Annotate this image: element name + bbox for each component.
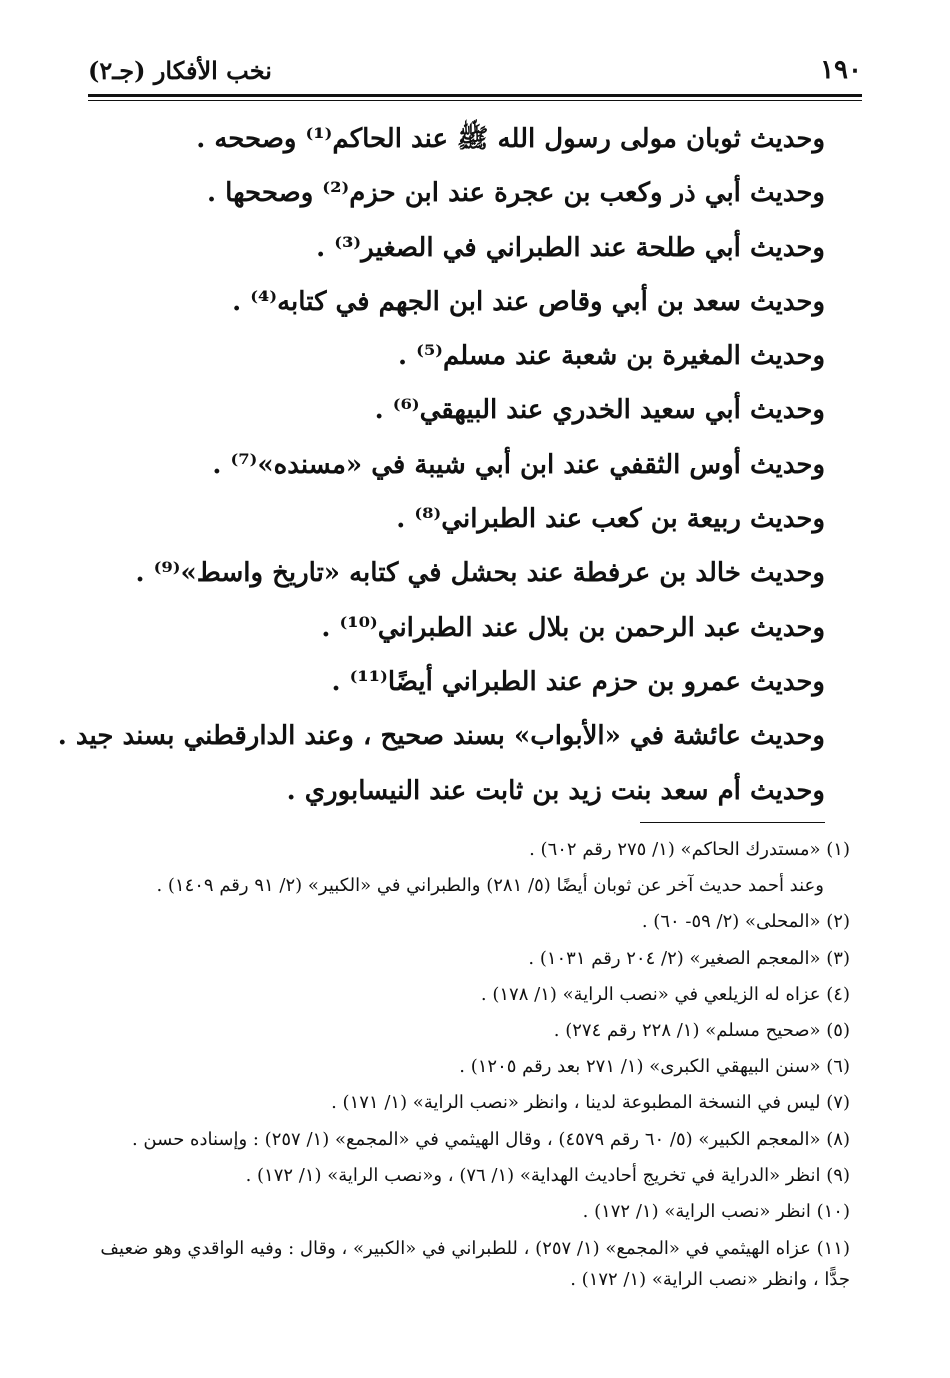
text-line: وحديث خالد بن عرفطة عند بحشل في كتابه «تاريخ واسط»⁽⁹⁾ .: [135, 558, 825, 589]
footnote: (٦) «سنن البيهقي الكبرى» (١/ ٢٧١ بعد رقم ١٢٠٥) .: [459, 1056, 850, 1078]
footnote-continuation: وعند أحمد حديث آخر عن ثوبان أيضًا (٥/ ٢٨١) والطبراني في «الكبير» (٢/ ٩١ رقم ١٤٠٩) .: [156, 875, 824, 897]
footnote: (٣) «المعجم الصغير» (٢/ ٢٠٤ رقم ١٠٣١) .: [528, 947, 850, 969]
footnote: (٧) ليس في النسخة المطبوعة لدينا ، وانظر «نصب الراية» (١/ ١٧١) .: [331, 1092, 850, 1114]
book-title: نخب الأفكار (جـ٢): [88, 55, 272, 85]
header-rule-thin: [88, 100, 862, 101]
text-line: وحديث عائشة في «الأبواب» بسند صحيح ، وعند الدارقطني بسند جيد .: [57, 721, 825, 752]
main-text: [57, 112, 825, 818]
page-number: ١٩٠: [820, 55, 862, 85]
text-line: وحديث ثوبان مولى رسول الله ﷺ عند الحاكم⁽¹⁾ وصححه .: [196, 124, 825, 154]
header-rule: [88, 94, 862, 97]
footnote: (٢) «المحلى» (٢/ ٥٩- ٦٠) .: [641, 911, 850, 933]
text-line: وحديث أوس الثقفي عند ابن أبي شيبة في «مسنده»⁽⁷⁾ .: [212, 449, 825, 480]
footnote: (١٠) انظر «نصب الراية» (١/ ١٧٢) .: [582, 1201, 850, 1223]
footnote: (٨) «المعجم الكبير» (٥/ ٦٠ رقم ٤٥٧٩) ، وقال الهيثمي في «المجمع» (١/ ٢٥٧) : وإسناده حسن .: [131, 1128, 850, 1150]
text-line: وحديث عبد الرحمن بن بلال عند الطبراني⁽¹⁰⁾ .: [321, 612, 825, 643]
text-line: وحديث أبي سعيد الخدري عند البيهقي⁽⁶⁾ .: [374, 395, 825, 426]
footnote: (٤) عزاه له الزيلعي في «نصب الراية» (١/ ١٧٨) .: [480, 983, 850, 1005]
text-line: وحديث عمرو بن حزم عند الطبراني أيضًا⁽¹¹⁾ .: [331, 666, 825, 697]
page-header: [88, 50, 862, 90]
footnote: (١) «مستدرك الحاكم» (١/ ٢٧٥ رقم ٦٠٢) .: [529, 839, 850, 860]
footnote: (٥) «صحيح مسلم» (١/ ٢٢٨ رقم ٢٧٤) .: [553, 1020, 850, 1042]
text-line: وحديث المغيرة بن شعبة عند مسلم⁽⁵⁾ .: [397, 341, 825, 372]
footnote: (١١) عزاه الهيثمي في «المجمع» (١/ ٢٥٧) ، للطبراني في «الكبير» ، وقال : وفيه الواقدي وهو ضعيف جدًّا ، وانظر «نصب الراية» (١/ ١٧٢) .: [100, 1238, 850, 1291]
text-line: وحديث أبي طلحة عند الطبراني في الصغير⁽³⁾ .: [316, 232, 825, 263]
footnote-separator: [640, 822, 825, 823]
text-line: وحديث سعد بن أبي وقاص عند ابن الجهم في كتابه⁽⁴⁾ .: [232, 286, 825, 317]
text-line: وحديث أبي ذر وكعب بن عجرة عند ابن حزم⁽²⁾ وصححها .: [207, 178, 825, 209]
footnote: (٩) انظر «الدراية في تخريج أحاديث الهداية» (١/ ٧٦) ، و«نصب الراية» (١/ ١٧٢) .: [245, 1164, 850, 1186]
text-line: وحديث ربيعة بن كعب عند الطبراني⁽⁸⁾ .: [396, 504, 825, 535]
text-line: وحديث أم سعد بنت زيد بن ثابت عند النيسابوري .: [286, 775, 825, 806]
footnotes: [95, 832, 850, 1295]
